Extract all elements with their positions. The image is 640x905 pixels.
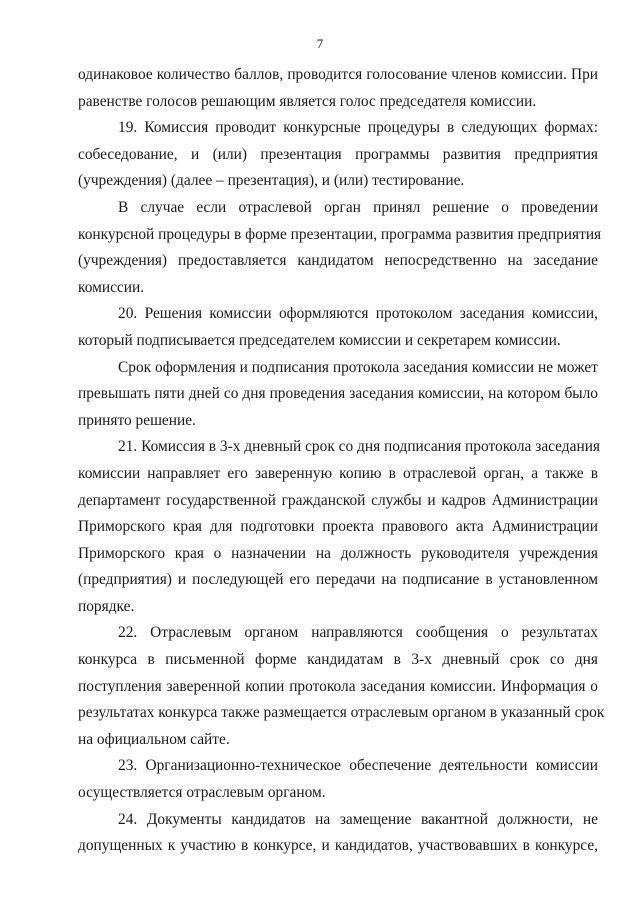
text-line: В случае если отраслевой орган принял решение о проведении bbox=[118, 198, 598, 216]
text-line: (учреждения) (далее – презентация), и (или) тестирование. bbox=[78, 172, 465, 190]
text-line: 21. Комиссия в 3-х дневный срок со дня подписания протокола заседания bbox=[118, 438, 601, 456]
text-line: 24. Документы кандидатов на замещение вакантной должности, не bbox=[118, 810, 598, 828]
text-line: комиссии направляет его заверенную копию в отраслевой орган, а также в bbox=[78, 464, 598, 482]
text-line: осуществляется отраслевым органом. bbox=[78, 784, 326, 802]
text-line: департамент государственной гражданской службы и кадров Администрации bbox=[78, 491, 598, 509]
text-line: конкурсной процедуры в форме презентации, программа развития предприятия bbox=[78, 225, 602, 243]
text-line: 23. Организационно-техническое обеспечение деятельности комиссии bbox=[118, 757, 598, 775]
text-line: порядке. bbox=[78, 597, 135, 615]
page-number: 7 bbox=[316, 36, 324, 51]
text-line: превышать пяти дней со дня проведения заседания комиссии, на котором было bbox=[78, 385, 598, 403]
text-line: принято решение. bbox=[78, 411, 196, 429]
text-line: поступления заверенной копии протокола заседания комиссии. Информация о bbox=[78, 677, 598, 695]
text-line: собеседование, и (или) презентация программы развития предприятия bbox=[78, 145, 598, 163]
text-line: 20. Решения комиссии оформляются протоколом заседания комиссии, bbox=[118, 305, 598, 323]
text-line: Срок оформления и подписания протокола заседания комиссии не может bbox=[118, 358, 598, 376]
text-line: (предприятия) и последующей его передачи на подписание в установленном bbox=[78, 571, 598, 589]
text-line: 22. Отраслевым органом направляются сообщения о результатах bbox=[118, 624, 598, 642]
text-line: допущенных к участию в конкурсе, и кандидатов, участвовавших в конкурсе, bbox=[78, 837, 598, 855]
text-line: Приморского края для подготовки проекта правового акта Администрации bbox=[78, 518, 598, 536]
text-line: комиссии. bbox=[78, 278, 145, 296]
text-line: который подписывается председателем комиссии и секретарем комиссии. bbox=[78, 331, 561, 349]
text-line: одинаковое количество баллов, проводится голосование членов комиссии. При bbox=[78, 66, 598, 83]
text-line: равенстве голосов решающим является голос председателя комиссии. bbox=[78, 92, 537, 110]
text-line: на официальном сайте. bbox=[78, 730, 230, 748]
text-line: Приморского края о назначении на должность руководителя учреждения bbox=[78, 544, 598, 562]
text-line: конкурса в письменной форме кандидатам в 3-х дневный срок со дня bbox=[78, 651, 598, 669]
text-line: (учреждения) предоставляется кандидатом непосредственно на заседание bbox=[78, 252, 598, 270]
document-body bbox=[78, 62, 605, 860]
text-line: результатах конкурса также размещается отраслевым органом в указанный срок bbox=[78, 704, 605, 722]
text-line: 19. Комиссия проводит конкурсные процедуры в следующих формах: bbox=[118, 119, 598, 137]
